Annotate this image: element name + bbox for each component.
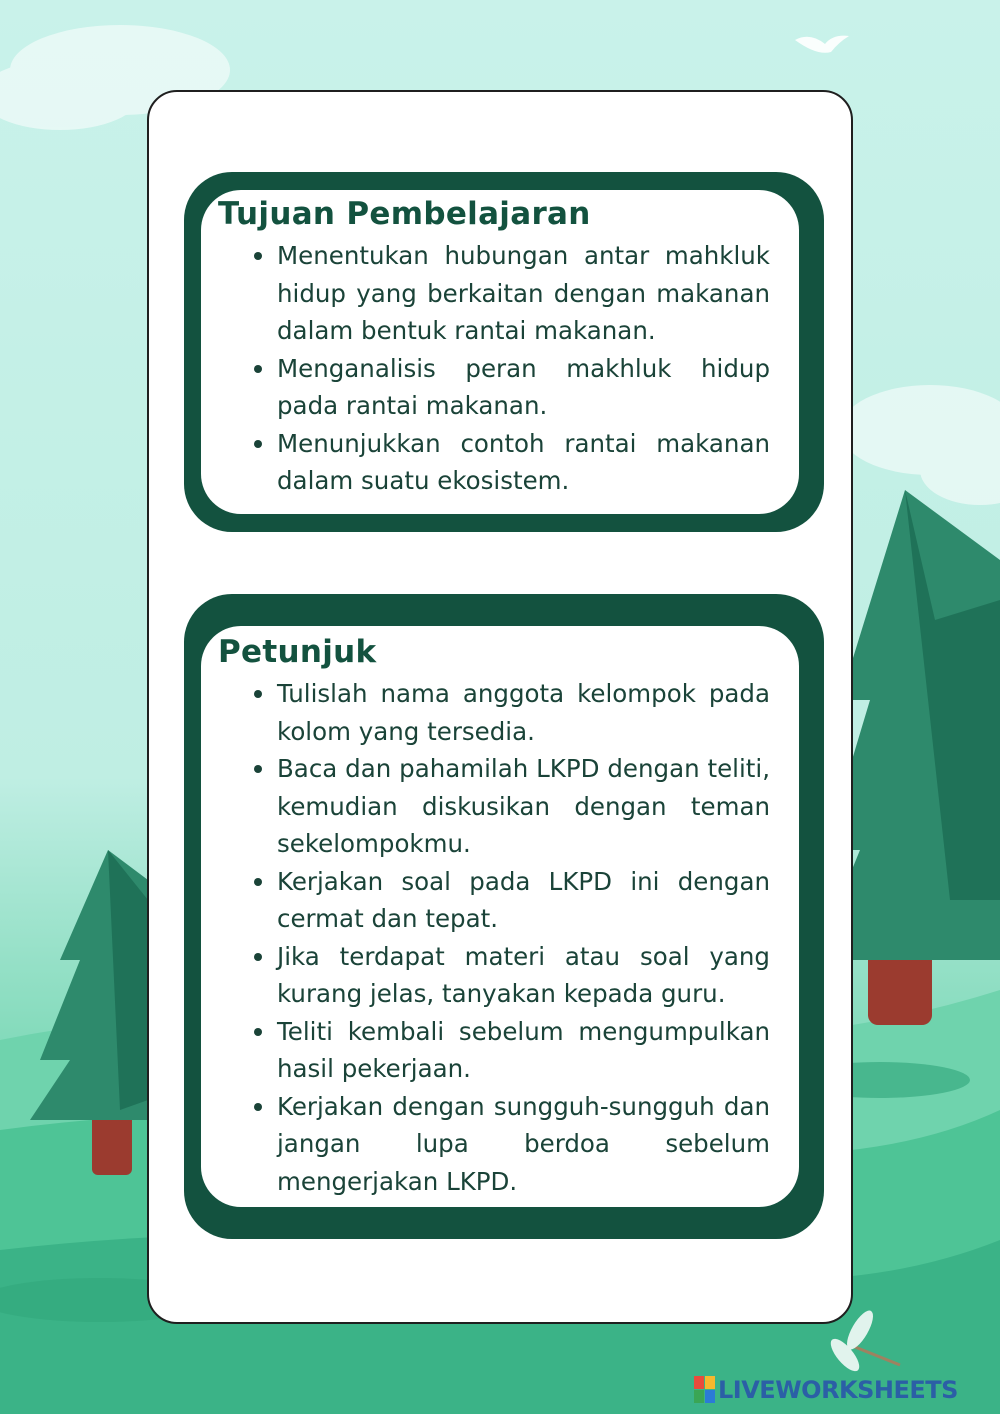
instruction-item: Jika terdapat materi atau soal yang kurang jelas, tanyakan kepada guru.: [250, 938, 770, 1013]
liveworksheets-logo-text: LIVEWORKSHEETS: [718, 1376, 958, 1404]
liveworksheets-logo[interactable]: [694, 1373, 958, 1407]
bird-shape: [795, 36, 849, 53]
objective-item: Menentukan hubungan antar mahkluk hidup yang berkaitan dengan makanan dalam bentuk rantai makanan.: [250, 237, 770, 350]
liveworksheets-logo-icon: [694, 1376, 716, 1404]
objective-item: Menganalisis peran makhluk hidup pada rantai makanan.: [250, 350, 770, 425]
objectives-title: Tujuan Pembelajaran: [218, 196, 591, 232]
instructions-title: Petunjuk: [218, 634, 377, 670]
instructions-list: [250, 675, 770, 1200]
instruction-item: Baca dan pahamilah LKPD dengan teliti, kemudian diskusikan dengan teman sekelompokmu.: [250, 750, 770, 863]
instruction-item: Teliti kembali sebelum mengumpulkan hasil pekerjaan.: [250, 1013, 770, 1088]
objectives-list: [250, 237, 770, 500]
instruction-item: Kerjakan soal pada LKPD ini dengan cermat dan tepat.: [250, 863, 770, 938]
objective-item: Menunjukkan contoh rantai makanan dalam suatu ekosistem.: [250, 425, 770, 500]
instruction-item: Tulislah nama anggota kelompok pada kolom yang tersedia.: [250, 675, 770, 750]
instruction-item: Kerjakan dengan sungguh-sungguh dan jangan lupa berdoa sebelum mengerjakan LKPD.: [250, 1088, 770, 1201]
